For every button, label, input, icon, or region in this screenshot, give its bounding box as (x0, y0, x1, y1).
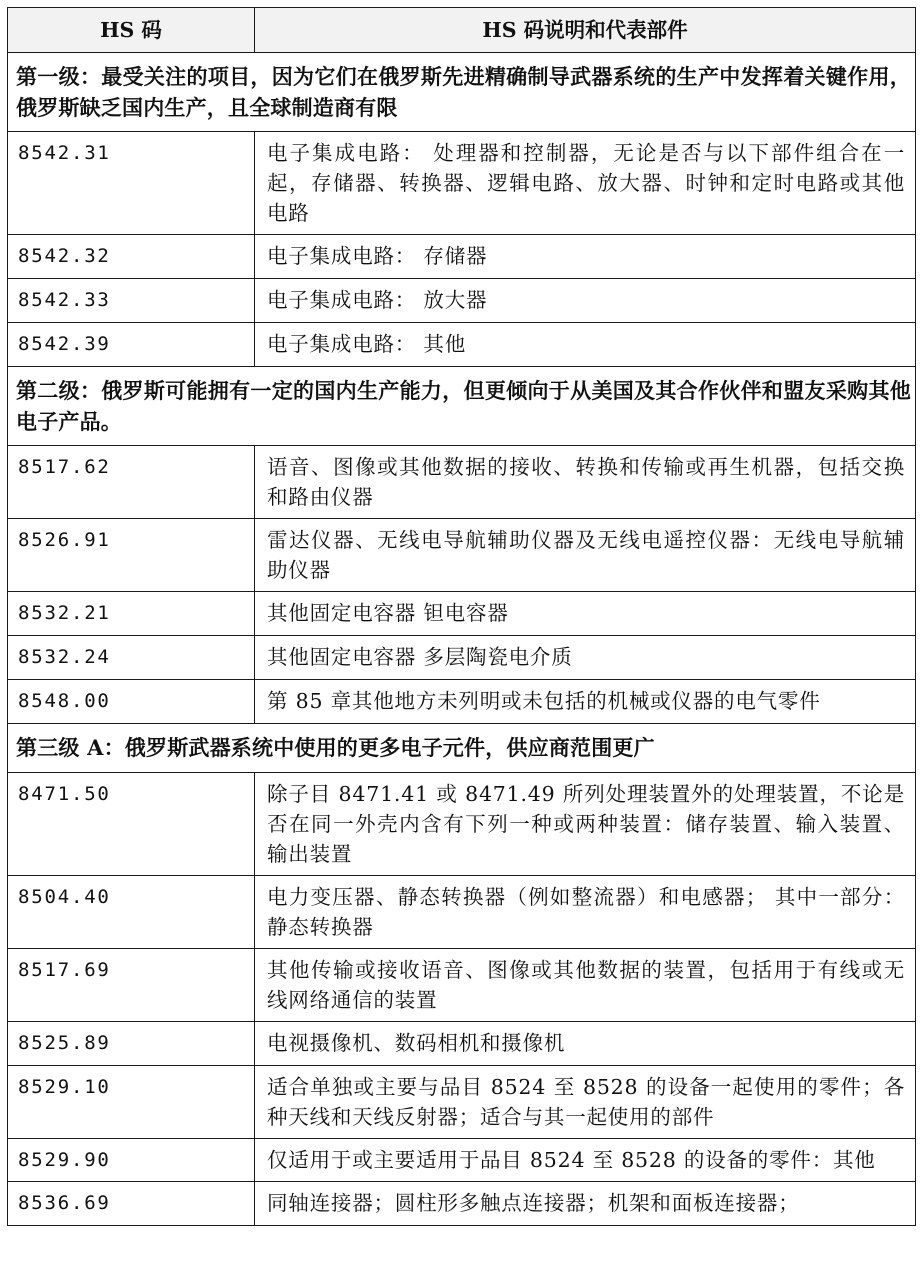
table-header-row (8, 8, 916, 53)
table-row (8, 772, 916, 875)
hs-code-cell: 8532.21 (8, 592, 255, 636)
hs-code-cell: 8542.31 (8, 132, 255, 235)
table-row (8, 636, 916, 680)
table-row (8, 948, 916, 1021)
table-row (8, 680, 916, 724)
hs-description-cell: 其他固定电容器 多层陶瓷电介质 (255, 636, 916, 680)
table-row (8, 1181, 916, 1225)
hs-description-cell: 语音、图像或其他数据的接收、转换和传输或再生机器，包括交换和路由仪器 (255, 446, 916, 519)
hs-code-cell: 8532.24 (8, 636, 255, 680)
hs-code-cell: 8525.89 (8, 1021, 255, 1065)
table-row (8, 1021, 916, 1065)
tier-1-row (8, 53, 916, 132)
hs-description-cell: 其他固定电容器 钽电容器 (255, 592, 916, 636)
hs-code-cell: 8548.00 (8, 680, 255, 724)
table-row (8, 132, 916, 235)
table-row (8, 279, 916, 323)
tier-3a-row (8, 724, 916, 773)
hs-description-cell: 其他传输或接收语音、图像或其他数据的装置，包括用于有线或无线网络通信的装置 (255, 948, 916, 1021)
hs-description-cell: 同轴连接器；圆柱形多触点连接器；机架和面板连接器； (255, 1181, 916, 1225)
hs-description-cell: 第 85 章其他地方未列明或未包括的机械或仪器的电气零件 (255, 680, 916, 724)
tier-2-title: 第二级：俄罗斯可能拥有一定的国内生产能力，但更倾向于从美国及其合作伙伴和盟友采购其他电子产品。 (8, 367, 916, 446)
hs-code-cell: 8526.91 (8, 519, 255, 592)
table-row (8, 875, 916, 948)
tier-2-row (8, 367, 916, 446)
hs-description-cell: 电子集成电路： 存储器 (255, 235, 916, 279)
table-row (8, 592, 916, 636)
hs-code-cell: 8517.62 (8, 446, 255, 519)
tier-3a-title: 第三级 A：俄罗斯武器系统中使用的更多电子元件，供应商范围更广 (8, 724, 916, 773)
hs-description-cell: 电视摄像机、数码相机和摄像机 (255, 1021, 916, 1065)
hs-code-cell: 8517.69 (8, 948, 255, 1021)
hs-description-cell: 仅适用于或主要适用于品目 8524 至 8528 的设备的零件：其他 (255, 1138, 916, 1181)
header-hs-description: HS 码说明和代表部件 (255, 8, 916, 53)
table-row (8, 519, 916, 592)
document-page (7, 7, 915, 1226)
hs-description-cell: 电力变压器、静态转换器（例如整流器）和电感器； 其中一部分：静态转换器 (255, 875, 916, 948)
table-row (8, 235, 916, 279)
tier-1-title: 第一级：最受关注的项目，因为它们在俄罗斯先进精确制导武器系统的生产中发挥着关键作用，俄罗斯缺乏国内生产，且全球制造商有限 (8, 53, 916, 132)
hs-code-cell: 8542.33 (8, 279, 255, 323)
hs-code-cell: 8536.69 (8, 1181, 255, 1225)
hs-code-cell: 8529.90 (8, 1138, 255, 1181)
hs-description-cell: 电子集成电路： 处理器和控制器，无论是否与以下部件组合在一起，存储器、转换器、逻辑电路、放大器、时钟和定时电路或其他电路 (255, 132, 916, 235)
hs-code-cell: 8504.40 (8, 875, 255, 948)
hs-code-cell: 8542.32 (8, 235, 255, 279)
hs-description-cell: 适合单独或主要与品目 8524 至 8528 的设备一起使用的零件；各种天线和天线反射器；适合与其一起使用的部件 (255, 1065, 916, 1138)
hs-description-cell: 除子目 8471.41 或 8471.49 所列处理装置外的处理装置，不论是否在同一外壳内含有下列一种或两种装置：储存装置、输入装置、输出装置 (255, 772, 916, 875)
hs-code-cell: 8542.39 (8, 323, 255, 367)
hs-code-table (7, 7, 916, 1226)
hs-description-cell: 电子集成电路： 放大器 (255, 279, 916, 323)
hs-description-cell: 雷达仪器、无线电导航辅助仪器及无线电遥控仪器：无线电导航辅助仪器 (255, 519, 916, 592)
table-row (8, 1138, 916, 1181)
table-row (8, 323, 916, 367)
table-row (8, 1065, 916, 1138)
table-row (8, 446, 916, 519)
header-hs-code: HS 码 (8, 8, 255, 53)
hs-description-cell: 电子集成电路： 其他 (255, 323, 916, 367)
hs-code-cell: 8529.10 (8, 1065, 255, 1138)
hs-code-cell: 8471.50 (8, 772, 255, 875)
